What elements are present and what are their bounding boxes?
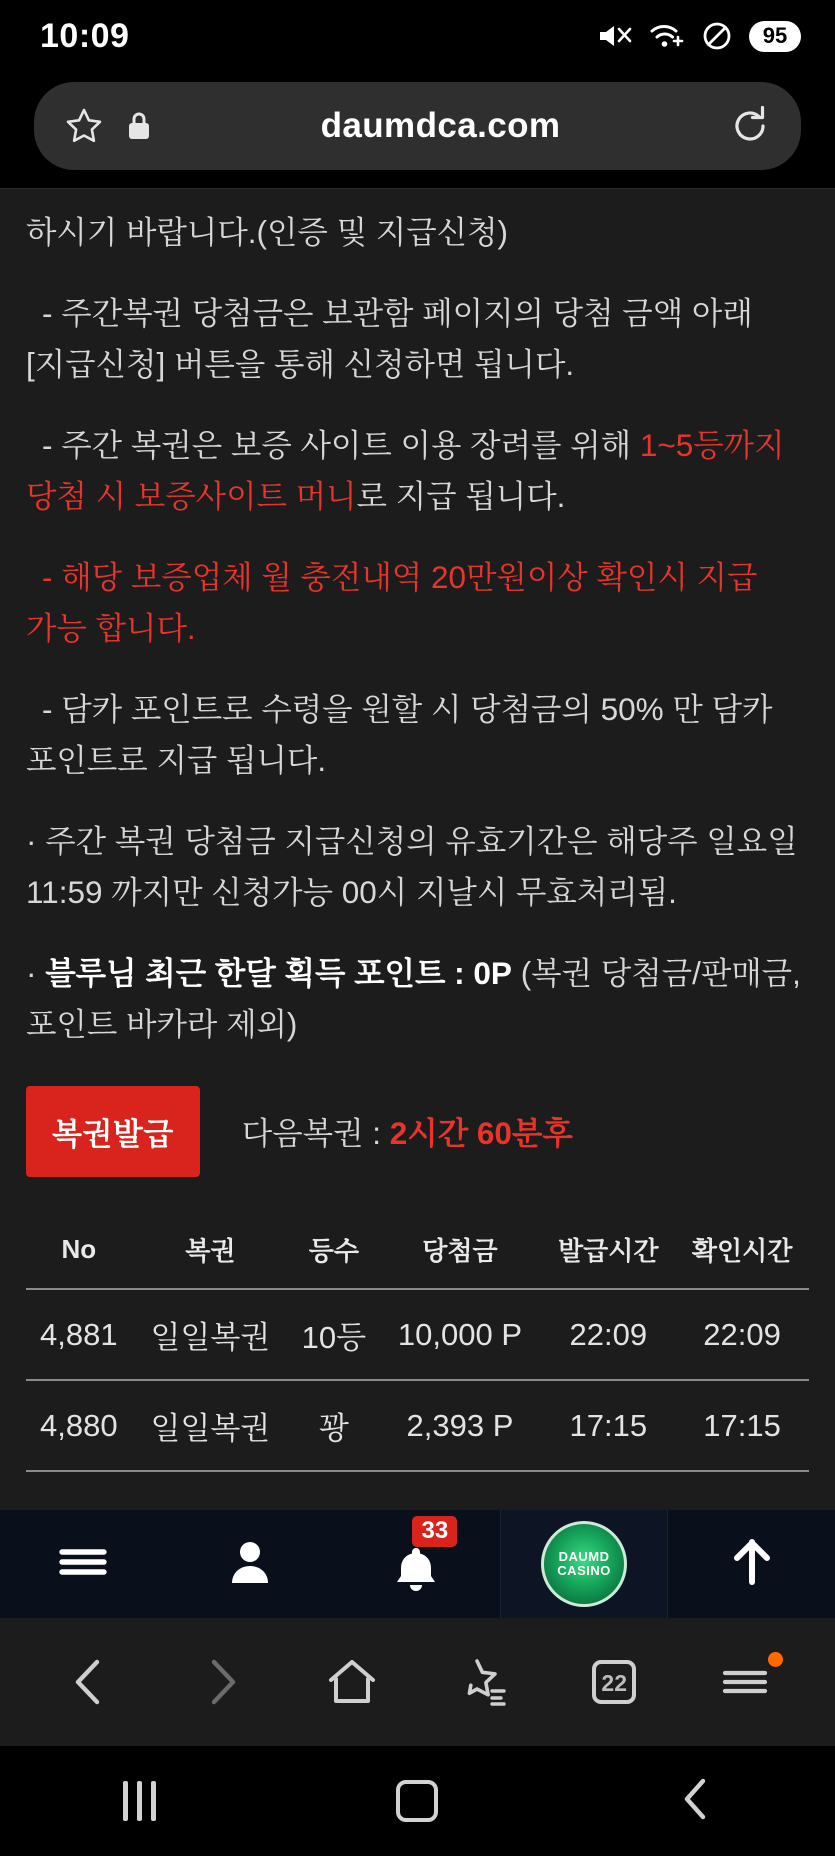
th-prize: 당첨금 [378,1211,541,1289]
recents-icon [123,1781,156,1821]
paragraph-5: - 담카 포인트로 수령을 원할 시 당첨금의 50% 만 담카 포인트로 지급 됩니다. [26,691,773,779]
site-nav-alerts[interactable] [333,1510,500,1618]
paragraph-3-tail: 로 지급 됩니다. [356,478,566,515]
th-check-time: 확인시간 [675,1211,809,1289]
paragraph-3-highlight: 1~5등까지 당첨 시 보증사이트 머니 [26,427,785,515]
issue-lottery-button[interactable]: 복권발급 [26,1086,200,1177]
status-icons [597,20,801,52]
issue-row [26,1086,809,1177]
mute-icon [597,21,633,51]
more-notification-dot [768,1652,783,1667]
cell-no: 4,881 [26,1289,132,1380]
star-icon[interactable] [62,104,106,148]
table-row[interactable] [26,1380,809,1471]
toolbar-tabs-button[interactable] [568,1636,660,1728]
paragraph-7-bold: 블루님 최근 한달 획득 포인트 : 0P [45,955,512,992]
wifi-icon [649,21,685,51]
site-bottom-nav [0,1510,835,1618]
reload-icon[interactable] [727,103,773,149]
android-home-button[interactable] [357,1761,477,1841]
url-text[interactable]: daumdca.com [320,106,561,145]
cell-rank: 꽝 [289,1380,378,1471]
android-back-button[interactable] [636,1761,756,1841]
casino-logo-line2: CASINO [557,1563,611,1578]
cell-check-time: 22:09 [675,1289,809,1380]
toolbar-home-button[interactable] [306,1636,398,1728]
paragraph-4: - 해당 보증업체 월 충전내역 20만원이상 확인시 지급 가능 합니다. [26,559,758,647]
paragraph-3 [26,420,809,522]
toolbar-more-button[interactable] [699,1636,791,1728]
next-lottery-value: 2시간 60분후 [389,1115,573,1152]
site-nav-casino-logo[interactable] [500,1510,669,1618]
casino-logo-line1: DAUMD [558,1549,610,1565]
browser-toolbar [0,1618,835,1746]
cell-rank: 10등 [289,1289,378,1380]
battery-icon: 95 [749,21,801,52]
table-header-row [26,1211,809,1289]
th-rank: 등수 [289,1211,378,1289]
cell-issue-time: 17:15 [541,1380,675,1471]
cell-no: 4,880 [26,1380,132,1471]
paragraph-7-lead: · [26,955,46,992]
table-row[interactable] [26,1289,809,1380]
casino-logo-icon [541,1521,627,1607]
paragraph-1: 하시기 바랍니다.(인증 및 지급신청) [26,214,508,250]
th-issue-time: 발급시간 [541,1211,675,1289]
home-square-icon [396,1780,438,1822]
cell-prize: 10,000 P [378,1289,541,1380]
cell-type: 일일복권 [132,1289,290,1380]
arrow-up-icon [729,1536,775,1593]
android-recents-button[interactable] [79,1761,199,1841]
site-nav-scroll-top[interactable] [668,1510,835,1618]
person-icon [227,1537,273,1592]
tab-count: 22 [601,1670,627,1697]
paragraph-2: - 주간복권 당첨금은 보관함 페이지의 당첨 금액 아래 [지급신청] 버튼을 통해 신청하면 됩니다. [26,295,753,383]
bell-icon [392,1544,440,1599]
cell-type: 일일복권 [132,1380,290,1471]
th-no: No [26,1211,132,1289]
status-bar [0,0,835,72]
lock-icon [124,109,154,143]
next-lottery-label: 다음복권 : [241,1115,390,1152]
back-chevron-icon [674,1775,718,1828]
paragraph-3-lead: - 주간 복권은 보증 사이트 이용 장려를 위해 [42,427,640,464]
next-lottery-info [242,1109,573,1154]
page-content [0,188,835,1510]
browser-url-bar-wrap [0,72,835,188]
toolbar-forward-button[interactable] [175,1636,267,1728]
paragraph-7-tail: (복권 당첨금/판매금, 포인트 바카라 제외) [26,955,801,1043]
cell-issue-time: 22:09 [541,1289,675,1380]
alerts-badge: 33 [412,1516,457,1547]
android-navigation-bar [0,1746,835,1856]
paragraph-6: · 주간 복권 당첨금 지급신청의 유효기간은 해당주 일요일 11:59 까지만 신청가능 00시 지날시 무효처리됨. [26,823,798,911]
cell-check-time: 17:15 [675,1380,809,1471]
status-time: 10:09 [40,16,130,55]
hamburger-icon [54,1540,112,1589]
lottery-table [26,1211,809,1472]
cell-prize: 2,393 P [378,1380,541,1471]
th-type: 복권 [132,1211,290,1289]
dnd-icon [701,20,733,52]
site-nav-menu[interactable] [0,1510,167,1618]
paragraph-7 [26,948,809,1050]
browser-url-bar[interactable] [34,82,801,170]
site-nav-profile[interactable] [167,1510,334,1618]
toolbar-back-button[interactable] [44,1636,136,1728]
toolbar-bookmarks-button[interactable] [437,1636,529,1728]
